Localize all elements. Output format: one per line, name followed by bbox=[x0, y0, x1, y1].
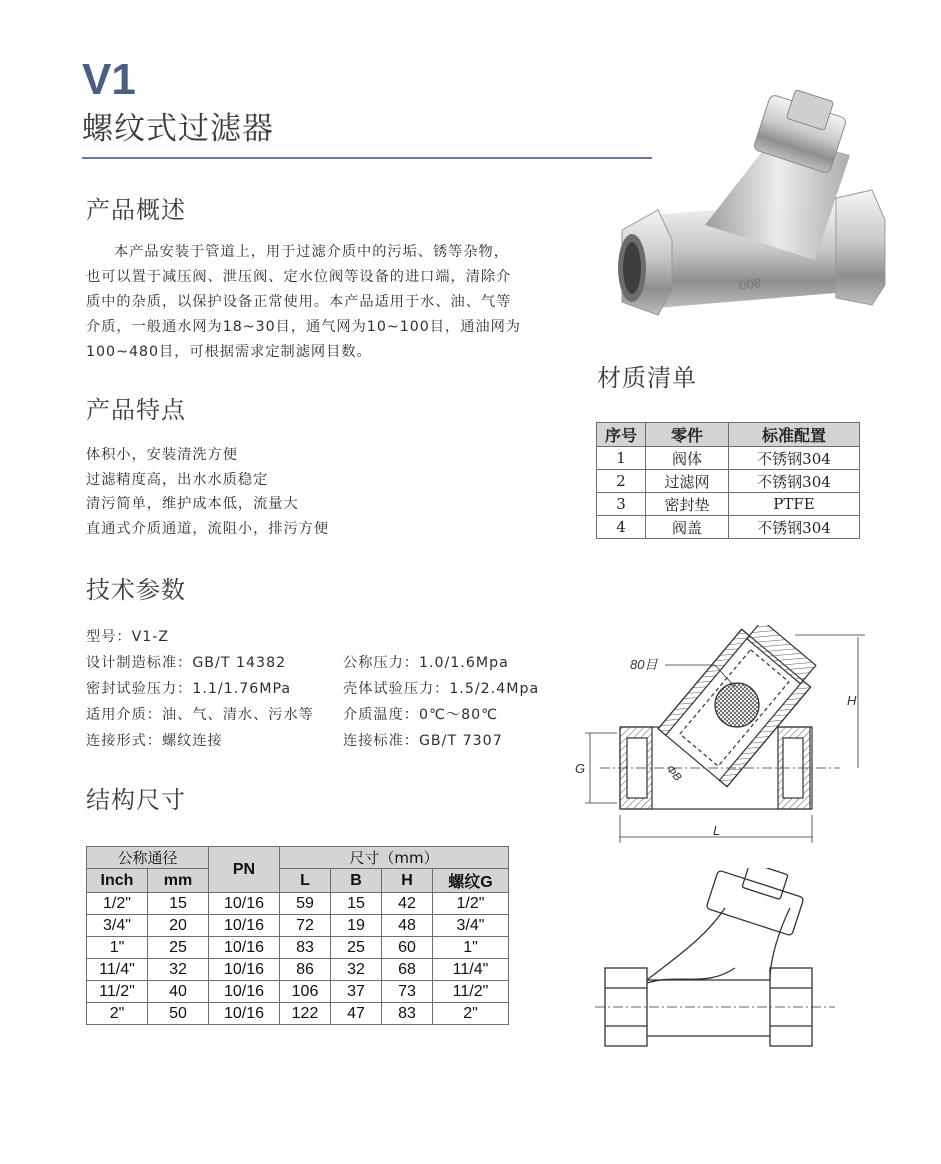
cell: 过滤网 bbox=[646, 470, 729, 493]
overview-line: 本产品安装于管道上，用于过滤介质中的污垢、锈等杂物， bbox=[114, 244, 509, 260]
cell: 不锈钢304 bbox=[729, 470, 860, 493]
col-inch: Inch bbox=[87, 869, 148, 893]
pn-header: PN bbox=[209, 847, 280, 893]
features-list bbox=[86, 443, 329, 541]
title-divider bbox=[82, 157, 652, 159]
cell: 11/4" bbox=[433, 959, 509, 981]
dim-header-row bbox=[87, 847, 509, 869]
cell: 32 bbox=[148, 959, 209, 981]
col-mm: mm bbox=[148, 869, 209, 893]
table-row bbox=[87, 937, 509, 959]
cell: 2" bbox=[87, 1003, 148, 1025]
cell: 1 bbox=[597, 447, 646, 470]
dim-h-label: H bbox=[847, 693, 857, 708]
cell: 阀盖 bbox=[646, 516, 729, 539]
tech-spec: 设计制造标准：GB/T 14382 bbox=[86, 655, 287, 671]
cell: 10/16 bbox=[209, 915, 280, 937]
table-row bbox=[87, 981, 509, 1003]
materials-col-config: 标准配置 bbox=[729, 423, 860, 447]
cell: 10/16 bbox=[209, 893, 280, 915]
cell: 10/16 bbox=[209, 1003, 280, 1025]
dim-g-label: G bbox=[575, 761, 586, 776]
cell: 20 bbox=[148, 915, 209, 937]
table-row bbox=[87, 959, 509, 981]
tech-model: 型号：V1-Z bbox=[86, 629, 170, 645]
cell: 83 bbox=[382, 1003, 433, 1025]
cell: 15 bbox=[331, 893, 382, 915]
cell: 密封垫 bbox=[646, 493, 729, 516]
features-heading: 产品特点 bbox=[86, 396, 186, 424]
materials-heading: 材质清单 bbox=[597, 364, 697, 392]
cell: 10/16 bbox=[209, 959, 280, 981]
col-b: B bbox=[331, 869, 382, 893]
tech-spec: 壳体试验压力：1.5/2.4Mpa bbox=[343, 681, 540, 697]
dimensions-table bbox=[86, 846, 509, 1025]
product-photo bbox=[610, 90, 890, 325]
cell: 不锈钢304 bbox=[729, 447, 860, 470]
materials-col-no: 序号 bbox=[597, 423, 646, 447]
outline-drawing bbox=[585, 868, 850, 1053]
cell: 32 bbox=[331, 959, 382, 981]
col-h: H bbox=[382, 869, 433, 893]
feature-item: 过滤精度高，出水水质稳定 bbox=[86, 471, 269, 488]
table-row bbox=[87, 915, 509, 937]
mesh-label: 80目 bbox=[630, 657, 658, 672]
cell: 73 bbox=[382, 981, 433, 1003]
tech-right bbox=[343, 650, 539, 754]
size-group-header: 尺寸（mm） bbox=[280, 847, 509, 869]
section-drawing bbox=[555, 625, 875, 850]
tech-left bbox=[86, 624, 314, 754]
overview-line: 介质，一般通水网为18~30目，通气网为10~100目，通油网为 bbox=[86, 319, 521, 335]
cell: 15 bbox=[148, 893, 209, 915]
materials-table bbox=[596, 422, 860, 539]
cell: 19 bbox=[331, 915, 382, 937]
feature-item: 直通式介质通道，流阻小，排污方便 bbox=[86, 520, 330, 537]
cell: 72 bbox=[280, 915, 331, 937]
cell: 106 bbox=[280, 981, 331, 1003]
cell: 10/16 bbox=[209, 937, 280, 959]
tech-spec: 连接形式：螺纹连接 bbox=[86, 733, 223, 749]
cell: 2 bbox=[597, 470, 646, 493]
cell: 25 bbox=[148, 937, 209, 959]
tech-heading: 技术参数 bbox=[86, 576, 186, 604]
dim-subheader-row bbox=[87, 869, 509, 893]
dim-b-label: ΦB bbox=[663, 763, 684, 784]
table-row bbox=[597, 447, 860, 470]
overview-line: 质中的杂质，以保护设备正常使用。本产品适用于水、油、气等 bbox=[86, 294, 512, 310]
tech-spec: 连接标准：GB/T 7307 bbox=[343, 733, 503, 749]
overview-line: 也可以置于减压阀、泄压阀、定水位阀等设备的进口端，清除介 bbox=[86, 269, 512, 285]
table-row bbox=[597, 470, 860, 493]
cell: 11/2" bbox=[433, 981, 509, 1003]
table-row bbox=[597, 493, 860, 516]
cell: 1/2" bbox=[433, 893, 509, 915]
materials-header-row bbox=[597, 423, 860, 447]
cell: 42 bbox=[382, 893, 433, 915]
cell: 3/4" bbox=[87, 915, 148, 937]
cell: 2" bbox=[433, 1003, 509, 1025]
cell: 59 bbox=[280, 893, 331, 915]
table-row bbox=[597, 516, 860, 539]
cell: 83 bbox=[280, 937, 331, 959]
cell: 25 bbox=[331, 937, 382, 959]
feature-item: 清污简单，维护成本低，流量大 bbox=[86, 496, 299, 512]
tech-spec: 适用介质：油、气、清水、污水等 bbox=[86, 707, 314, 723]
cell: 1/2" bbox=[87, 893, 148, 915]
cell: 10/16 bbox=[209, 981, 280, 1003]
tech-spec: 介质温度：0℃～80℃ bbox=[343, 707, 499, 723]
cell: 11/2" bbox=[87, 981, 148, 1003]
cell: 37 bbox=[331, 981, 382, 1003]
cell: 86 bbox=[280, 959, 331, 981]
cell: 阀体 bbox=[646, 447, 729, 470]
table-row bbox=[87, 1003, 509, 1025]
cell: PTFE bbox=[729, 493, 860, 516]
cell: 68 bbox=[382, 959, 433, 981]
cell: 40 bbox=[148, 981, 209, 1003]
cell: 4 bbox=[597, 516, 646, 539]
product-code: V1 bbox=[82, 55, 136, 104]
nominal-group-header: 公称通径 bbox=[87, 847, 209, 869]
dim-l-label: L bbox=[713, 823, 721, 838]
feature-item: 体积小，安装清洗方便 bbox=[86, 447, 238, 463]
cell: 60 bbox=[382, 937, 433, 959]
cell: 122 bbox=[280, 1003, 331, 1025]
structure-heading: 结构尺寸 bbox=[86, 786, 186, 814]
materials-col-part: 零件 bbox=[646, 423, 729, 447]
cell: 3 bbox=[597, 493, 646, 516]
cell: 48 bbox=[382, 915, 433, 937]
cell: 50 bbox=[148, 1003, 209, 1025]
cell: 47 bbox=[331, 1003, 382, 1025]
cell: 3/4" bbox=[433, 915, 509, 937]
overview-heading: 产品概述 bbox=[86, 196, 186, 224]
cast-mark: 008 bbox=[738, 275, 762, 293]
tech-spec: 公称压力：1.0/1.6Mpa bbox=[343, 655, 509, 671]
table-row bbox=[87, 893, 509, 915]
overview-text bbox=[86, 240, 556, 365]
cell: 不锈钢304 bbox=[729, 516, 860, 539]
cell: 1" bbox=[87, 937, 148, 959]
product-title: 螺纹式过滤器 bbox=[82, 111, 274, 147]
col-thread: 螺纹G bbox=[433, 869, 509, 893]
cell: 11/4" bbox=[87, 959, 148, 981]
tech-spec: 密封试验压力：1.1/1.76MPa bbox=[86, 681, 292, 697]
col-l: L bbox=[280, 869, 331, 893]
cell: 1" bbox=[433, 937, 509, 959]
overview-line: 100~480目，可根据需求定制滤网目数。 bbox=[86, 344, 372, 360]
